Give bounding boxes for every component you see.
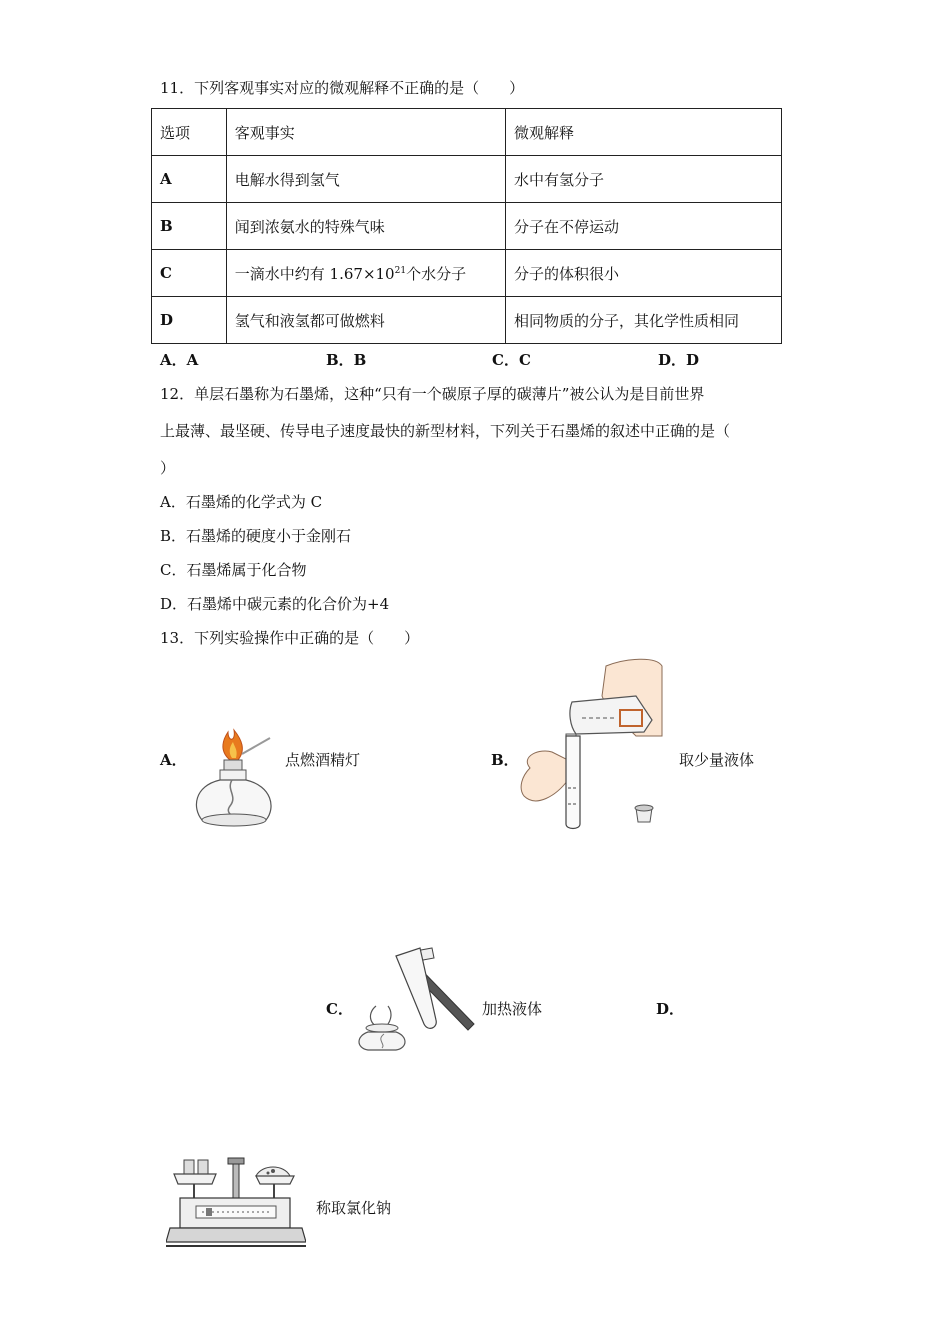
row-option: C: [152, 250, 227, 297]
table-row: [152, 250, 782, 297]
table-header-row: [152, 109, 782, 156]
q13-stem: 13．下列实验操作中正确的是（ ）: [160, 629, 420, 647]
q13-option-a-caption: 点燃酒精灯: [285, 751, 361, 769]
heating-liquid-image: [356, 944, 476, 1052]
q11-stem: 11．下列客观事实对应的微观解释不正确的是（ ）: [160, 79, 525, 97]
row-fact: 氢气和液氢都可做燃料: [226, 297, 505, 344]
header-fact: 客观事实: [226, 109, 505, 156]
fact-text-end: 个水分子: [406, 264, 467, 283]
q13-option-b-caption: 取少量液体: [679, 751, 755, 769]
row-explain: 水中有氢分子: [505, 156, 781, 203]
table-row: [152, 156, 782, 203]
row-option: B: [152, 203, 227, 250]
row-fact: 闻到浓氨水的特殊气味: [226, 203, 505, 250]
q13-option-c-caption: 加热液体: [482, 1000, 543, 1018]
q11-choice-c[interactable]: C．C: [492, 351, 531, 369]
q12-option-d[interactable]: D．石墨烯中碳元素的化合价为+4: [160, 595, 390, 613]
q11-table: [151, 108, 782, 344]
q12-option-b[interactable]: B．石墨烯的硬度小于金刚石: [160, 527, 352, 545]
pouring-liquid-image: [516, 656, 668, 832]
q13-option-c-letter[interactable]: C．: [326, 1000, 353, 1018]
q13-option-b-letter[interactable]: B．: [491, 751, 519, 769]
q11-choice-a[interactable]: A．A: [160, 351, 199, 369]
q11-choice-d[interactable]: D．D: [658, 351, 700, 369]
row-option: D: [152, 297, 227, 344]
row-explain: 相同物质的分子，其化学性质相同: [505, 297, 781, 344]
table-row: [152, 297, 782, 344]
table-row: [152, 203, 782, 250]
q12-option-a[interactable]: A．石墨烯的化学式为 C: [160, 493, 323, 511]
q13-option-a-letter[interactable]: A．: [160, 751, 187, 769]
q11-choice-b[interactable]: B．B: [326, 351, 367, 369]
fact-text: 一滴水中约有 1.67×10: [234, 264, 395, 283]
q12-stem-line1: 12．单层石墨称为石墨烯，这种“只有一个碳原子厚的碳薄片”被公认为是目前世界: [160, 385, 705, 403]
q13-option-d-caption: 称取氯化钠: [316, 1199, 392, 1217]
q12-stem-line2: 上最薄、最坚硬、传导电子速度最快的新型材料，下列关于石墨烯的叙述中正确的是（: [160, 422, 731, 440]
balance-weighing-image: [166, 1156, 306, 1250]
row-explain: 分子在不停运动: [505, 203, 781, 250]
row-explain: 分子的体积很小: [505, 250, 781, 297]
header-option: 选项: [152, 109, 227, 156]
row-fact: 电解水得到氢气: [226, 156, 505, 203]
row-option: A: [152, 156, 227, 203]
alcohol-lamp-lighting-image: [190, 728, 280, 832]
q12-option-c[interactable]: C．石墨烯属于化合物: [160, 561, 307, 579]
q13-option-d-letter[interactable]: D．: [656, 1000, 685, 1018]
q12-stem-line3: ）: [160, 459, 176, 477]
row-fact: [226, 250, 505, 297]
header-explain: 微观解释: [505, 109, 781, 156]
exponent: 21: [394, 265, 407, 276]
